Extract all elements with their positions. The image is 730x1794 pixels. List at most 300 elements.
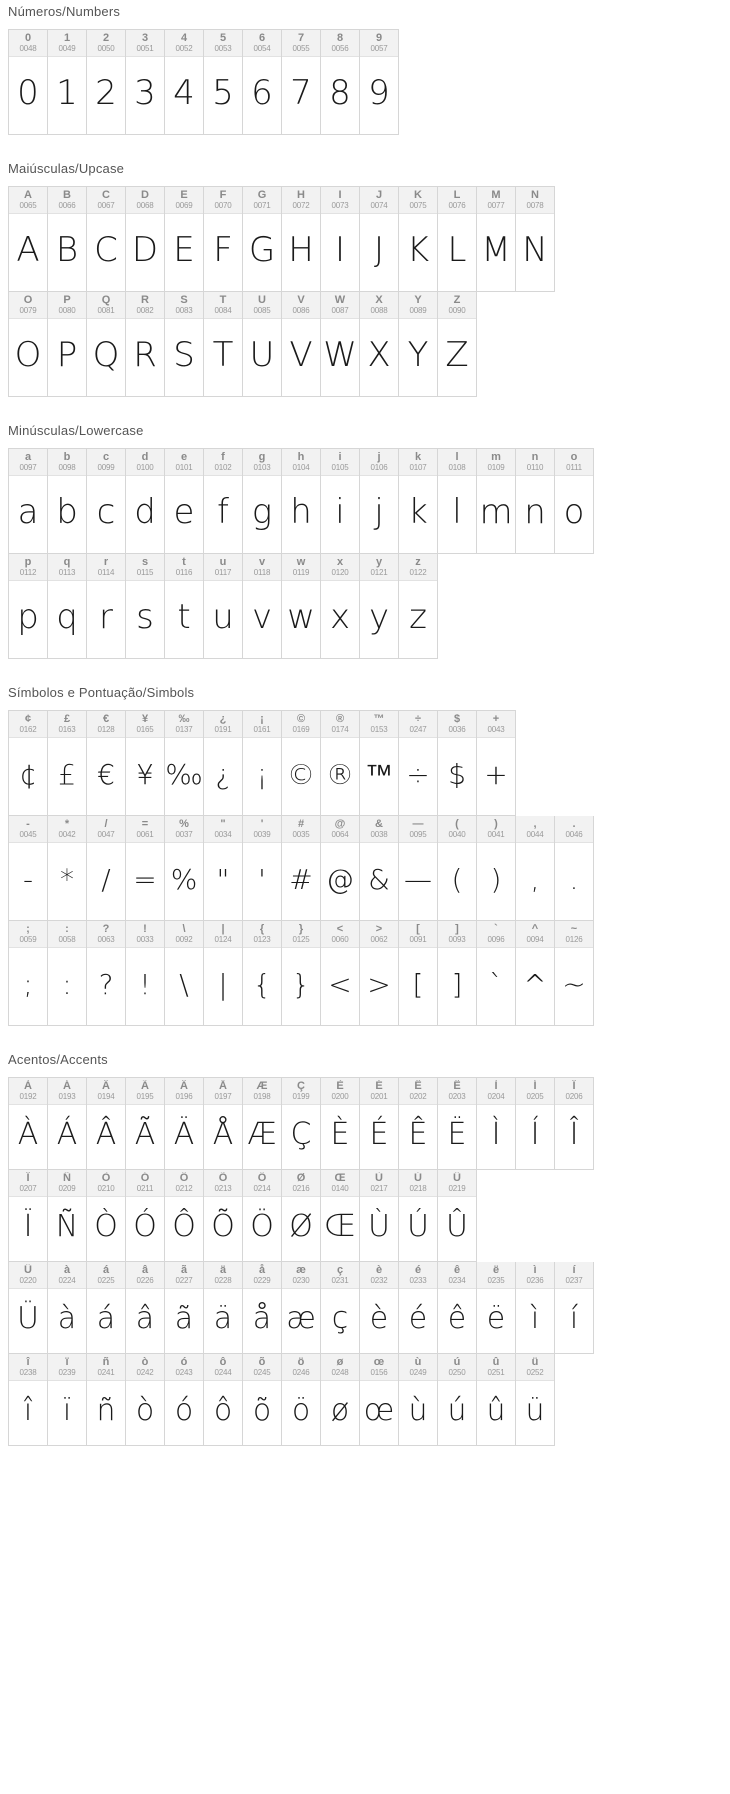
glyph-cell[interactable] [321,1354,360,1446]
glyph-cell[interactable] [9,816,48,921]
glyph-preview: É [369,1117,389,1153]
glyph-cell[interactable] [516,816,555,921]
glyph-label: l [455,451,459,463]
glyph-label: Û [453,1172,461,1184]
glyph-cell[interactable] [126,1354,165,1446]
glyph-preview: ì [530,1301,540,1337]
glyph-preview: í [569,1301,579,1337]
glyph-label: ç [336,1264,344,1276]
glyph-meta [477,921,515,948]
glyph-label: € [102,713,110,725]
glyph-cell[interactable] [243,554,282,659]
glyph-meta [438,1354,476,1381]
glyph-cell[interactable] [48,711,87,816]
glyph-meta [204,1262,242,1289]
glyph-meta [204,187,242,214]
glyph-cell[interactable] [399,816,438,921]
glyph-cell[interactable] [48,1354,87,1446]
glyph-code: 0243 [175,1368,193,1377]
glyph-cell[interactable] [321,449,360,554]
glyph-label: / [104,818,108,830]
glyph-cell[interactable] [204,1078,243,1170]
glyph-meta [9,30,47,57]
glyph-cell[interactable] [48,1078,87,1170]
glyph-meta [9,1354,47,1381]
glyph-cell[interactable] [165,816,204,921]
glyph-code: 0106 [370,463,388,472]
glyph-meta [243,449,281,476]
glyph-row [8,1170,477,1262]
glyph-cell[interactable] [516,449,555,554]
glyph-cell[interactable] [360,1262,399,1354]
glyph-meta [87,30,125,57]
glyph-preview: D [131,230,159,271]
glyph-label: Q [101,294,111,306]
glyph-cell[interactable] [477,711,516,816]
glyph-cell[interactable] [438,1078,477,1170]
glyph-cell[interactable] [243,816,282,921]
glyph-code: 0064 [331,830,349,839]
glyph-preview: Z [445,335,469,376]
glyph-preview: = [133,862,157,896]
glyph-label: J [375,189,383,201]
glyph-cell[interactable] [399,921,438,1026]
glyph-cell[interactable] [555,816,594,921]
glyph-preview: : [62,967,72,1001]
glyph-cell[interactable] [399,187,438,292]
glyph-cell[interactable] [126,1262,165,1354]
glyph-cell[interactable] [321,1262,360,1354]
glyph-cell[interactable] [360,554,399,659]
glyph-cell[interactable] [9,711,48,816]
glyph-meta [126,1262,164,1289]
glyph-meta [243,554,281,581]
glyph-cell[interactable] [243,187,282,292]
glyph-cell[interactable] [516,187,555,292]
glyph-cell[interactable] [9,1354,48,1446]
glyph-cell[interactable] [9,292,48,397]
glyph-cell[interactable] [321,1170,360,1262]
glyph-cell[interactable] [399,711,438,816]
glyph-label: ¡ [260,713,264,725]
glyph-code: 0104 [292,463,310,472]
glyph-cell[interactable] [282,1170,321,1262]
glyph-cell[interactable] [360,449,399,554]
glyph-preview: 9 [368,73,390,114]
glyph-cell[interactable] [48,1170,87,1262]
glyph-label: { [259,923,265,935]
glyph-code: 0121 [370,568,388,577]
glyph-label: | [221,923,225,935]
glyph-cell[interactable] [48,30,87,135]
glyph-cell[interactable] [126,711,165,816]
glyph-meta [399,1354,437,1381]
glyph-cell[interactable] [516,1262,555,1354]
glyph-label: — [412,818,424,830]
glyph-cell[interactable] [438,187,477,292]
glyph-code: 0246 [292,1368,310,1377]
glyph-preview: f [217,492,229,533]
glyph-cell[interactable] [48,449,87,554]
glyph-code: 0199 [292,1092,310,1101]
glyph-label: ó [180,1356,188,1368]
glyph-meta [9,921,47,948]
glyph-cell[interactable] [126,30,165,135]
glyph-label: é [414,1264,422,1276]
glyph-cell[interactable] [9,449,48,554]
glyph-label: ! [143,923,147,935]
glyph-cell[interactable] [165,711,204,816]
glyph-meta [555,816,593,843]
glyph-preview: | [218,967,228,1001]
glyph-cell[interactable] [438,1354,477,1446]
glyph-cell[interactable] [9,554,48,659]
glyph-cell[interactable] [438,449,477,554]
glyph-meta [321,1170,359,1197]
glyph-cell[interactable] [87,816,126,921]
glyph-meta [165,921,203,948]
glyph-cell[interactable] [282,816,321,921]
glyph-cell[interactable] [282,711,321,816]
glyph-label: ñ [102,1356,110,1368]
glyph-cell[interactable] [204,711,243,816]
glyph-code: 0251 [487,1368,505,1377]
glyph-cell[interactable] [204,292,243,397]
glyph-code: 0204 [487,1092,505,1101]
glyph-code: 0236 [526,1276,544,1285]
glyph-meta [204,554,242,581]
glyph-row [8,448,594,554]
glyph-cell[interactable] [243,711,282,816]
glyph-row [8,921,594,1026]
glyph-preview: ø [330,1393,350,1429]
glyph-meta [204,30,242,57]
glyph-code: 0227 [175,1276,193,1285]
glyph-cell[interactable] [555,449,594,554]
glyph-cell[interactable] [243,1078,282,1170]
glyph-cell[interactable] [126,292,165,397]
glyph-cell[interactable] [204,921,243,1026]
glyph-cell[interactable] [282,1078,321,1170]
glyph-cell[interactable] [165,187,204,292]
glyph-row [8,186,555,292]
glyph-cell[interactable] [321,1078,360,1170]
glyph-cell[interactable] [243,1354,282,1446]
glyph-cell[interactable] [204,187,243,292]
glyph-cell[interactable] [477,1262,516,1354]
glyph-label: H [297,189,305,201]
glyph-cell[interactable] [438,921,477,1026]
glyph-label: G [257,189,267,201]
glyph-code: 0081 [97,306,115,315]
glyph-cell[interactable] [87,1354,126,1446]
glyph-label: ö [297,1356,305,1368]
glyph-cell[interactable] [360,1170,399,1262]
glyph-grid [8,1077,730,1446]
glyph-cell[interactable] [9,187,48,292]
glyph-label: è [375,1264,383,1276]
glyph-cell[interactable] [399,449,438,554]
glyph-cell[interactable] [87,292,126,397]
glyph-preview: N [522,230,548,271]
glyph-label: u [219,556,227,568]
glyph-preview: ù [408,1393,428,1429]
glyph-cell[interactable] [399,1170,438,1262]
glyph-cell[interactable] [477,1354,516,1446]
glyph-label: Y [414,294,422,306]
glyph-label: F [219,189,227,201]
glyph-label: ¥ [141,713,149,725]
glyph-label: V [297,294,305,306]
glyph-cell[interactable] [438,292,477,397]
glyph-code: 0063 [97,935,115,944]
glyph-code: 0238 [19,1368,37,1377]
glyph-cell[interactable] [48,816,87,921]
glyph-cell[interactable] [87,187,126,292]
glyph-preview: å [252,1301,272,1337]
glyph-label: Á [63,1080,71,1092]
glyph-cell[interactable] [204,449,243,554]
glyph-label: b [63,451,71,463]
glyph-cell[interactable] [360,711,399,816]
glyph-cell[interactable] [243,449,282,554]
glyph-meta [9,187,47,214]
glyph-cell[interactable] [477,921,516,1026]
glyph-preview: ' [258,862,266,896]
glyph-code: 0202 [409,1092,427,1101]
glyph-preview: c [96,492,116,533]
glyph-cell[interactable] [477,449,516,554]
glyph-cell[interactable] [555,921,594,1026]
glyph-cell[interactable] [48,921,87,1026]
glyph-cell[interactable] [555,1262,594,1354]
glyph-cell[interactable] [165,30,204,135]
glyph-code: 0230 [292,1276,310,1285]
glyph-code: 0103 [253,463,271,472]
glyph-cell[interactable] [360,187,399,292]
glyph-cell[interactable] [243,1262,282,1354]
glyph-meta [282,449,320,476]
glyph-code: 0099 [97,463,115,472]
glyph-cell[interactable] [204,554,243,659]
glyph-cell[interactable] [243,1170,282,1262]
glyph-meta [282,711,320,738]
glyph-label: ® [335,713,345,725]
glyph-meta [9,816,47,843]
glyph-cell[interactable] [204,816,243,921]
glyph-cell[interactable] [360,1354,399,1446]
glyph-cell[interactable] [48,292,87,397]
glyph-cell[interactable] [87,30,126,135]
glyph-code: 0156 [370,1368,388,1377]
glyph-cell[interactable] [126,1078,165,1170]
glyph-code: 0045 [19,830,37,839]
glyph-code: 0089 [409,306,427,315]
glyph-cell[interactable] [360,816,399,921]
glyph-cell[interactable] [165,921,204,1026]
glyph-preview: y [368,597,390,638]
glyph-cell[interactable] [438,1170,477,1262]
glyph-cell[interactable] [48,1262,87,1354]
glyph-meta [243,816,281,843]
glyph-cell[interactable] [243,292,282,397]
glyph-preview: M [481,230,511,271]
glyph-cell[interactable] [399,1262,438,1354]
glyph-cell[interactable] [360,30,399,135]
glyph-preview: ö [291,1393,311,1429]
glyph-cell[interactable] [321,921,360,1026]
glyph-cell[interactable] [243,30,282,135]
glyph-cell[interactable] [9,921,48,1026]
glyph-cell[interactable] [87,554,126,659]
glyph-code: 0055 [292,44,310,53]
glyph-meta [48,449,86,476]
glyph-preview: % [170,862,198,896]
glyph-cell[interactable] [321,554,360,659]
glyph-cell[interactable] [126,554,165,659]
glyph-preview: Œ [323,1209,357,1245]
glyph-cell[interactable] [48,187,87,292]
glyph-cell[interactable] [516,1078,555,1170]
glyph-label: Ò [101,1172,111,1184]
glyph-cell[interactable] [321,711,360,816]
glyph-cell[interactable] [438,1262,477,1354]
glyph-preview: * [60,862,74,896]
glyph-row [8,1077,594,1170]
glyph-cell[interactable] [321,816,360,921]
glyph-cell[interactable] [126,449,165,554]
glyph-preview: 6 [251,73,273,114]
glyph-cell[interactable] [87,1262,126,1354]
glyph-cell[interactable] [9,1262,48,1354]
glyph-cell[interactable] [399,554,438,659]
glyph-cell[interactable] [282,1262,321,1354]
glyph-meta [360,187,398,214]
glyph-cell[interactable] [204,30,243,135]
glyph-code: 0062 [370,935,388,944]
glyph-code: 0217 [370,1184,388,1193]
glyph-cell[interactable] [360,1078,399,1170]
glyph-meta [165,554,203,581]
glyph-cell[interactable] [399,292,438,397]
glyph-code: 0201 [370,1092,388,1101]
glyph-code: 0077 [487,201,505,210]
glyph-code: 0218 [409,1184,427,1193]
glyph-meta [282,554,320,581]
glyph-label: - [26,818,30,830]
glyph-label: ‰ [178,713,190,725]
glyph-cell[interactable] [477,1078,516,1170]
glyph-cell[interactable] [282,187,321,292]
glyph-label: ò [141,1356,149,1368]
glyph-cell[interactable] [165,1078,204,1170]
glyph-cell[interactable] [516,1354,555,1446]
glyph-cell[interactable] [477,816,516,921]
glyph-code: 0116 [175,568,193,577]
glyph-cell[interactable] [321,292,360,397]
glyph-cell[interactable] [126,921,165,1026]
glyph-cell[interactable] [555,1078,594,1170]
glyph-preview: Í [530,1117,540,1153]
glyph-preview: \ [179,967,189,1001]
glyph-cell[interactable] [399,1078,438,1170]
glyph-cell[interactable] [438,816,477,921]
glyph-code: 0111 [566,463,582,472]
glyph-cell[interactable] [87,1170,126,1262]
glyph-preview: C [94,230,118,271]
glyph-label: ì [533,1264,537,1276]
glyph-meta [126,292,164,319]
glyph-label: a [24,451,32,463]
glyph-label: ù [414,1356,422,1368]
section-symbols [0,681,730,1026]
glyph-cell[interactable] [282,921,321,1026]
glyph-meta [555,921,593,948]
glyph-label: x [336,556,344,568]
glyph-code: 0054 [253,44,271,53]
glyph-cell[interactable] [9,30,48,135]
glyph-meta [204,921,242,948]
glyph-cell[interactable] [165,1170,204,1262]
glyph-cell[interactable] [399,1354,438,1446]
glyph-preview: F [213,230,233,271]
glyph-meta [204,1354,242,1381]
glyph-cell[interactable] [9,1170,48,1262]
glyph-cell[interactable] [321,30,360,135]
glyph-cell[interactable] [360,921,399,1026]
glyph-cell[interactable] [477,187,516,292]
glyph-cell[interactable] [48,554,87,659]
glyph-cell[interactable] [516,921,555,1026]
glyph-cell[interactable] [87,449,126,554]
glyph-cell[interactable] [282,292,321,397]
glyph-cell[interactable] [360,292,399,397]
glyph-preview: ú [447,1393,467,1429]
section-lowercase [0,419,730,659]
glyph-code: 0056 [331,44,349,53]
glyph-meta [165,292,203,319]
glyph-cell[interactable] [87,711,126,816]
glyph-cell[interactable] [204,1262,243,1354]
glyph-code: 0235 [487,1276,505,1285]
glyph-label: Ø [296,1172,306,1184]
glyph-cell[interactable] [87,1078,126,1170]
glyph-meta [9,554,47,581]
glyph-cell[interactable] [126,187,165,292]
glyph-cell[interactable] [165,1354,204,1446]
glyph-cell[interactable] [165,1262,204,1354]
glyph-cell[interactable] [165,554,204,659]
glyph-meta [126,711,164,738]
glyph-cell[interactable] [438,711,477,816]
glyph-cell[interactable] [126,816,165,921]
glyph-cell[interactable] [282,30,321,135]
glyph-preview: n [524,492,546,533]
glyph-cell[interactable] [282,449,321,554]
glyph-cell[interactable] [204,1170,243,1262]
glyph-cell[interactable] [9,1078,48,1170]
glyph-cell[interactable] [165,292,204,397]
glyph-cell[interactable] [126,1170,165,1262]
glyph-cell[interactable] [282,554,321,659]
glyph-cell[interactable] [204,1354,243,1446]
glyph-cell[interactable] [243,921,282,1026]
glyph-cell[interactable] [165,449,204,554]
glyph-cell[interactable] [321,187,360,292]
glyph-meta [87,921,125,948]
glyph-cell[interactable] [282,1354,321,1446]
glyph-cell[interactable] [87,921,126,1026]
